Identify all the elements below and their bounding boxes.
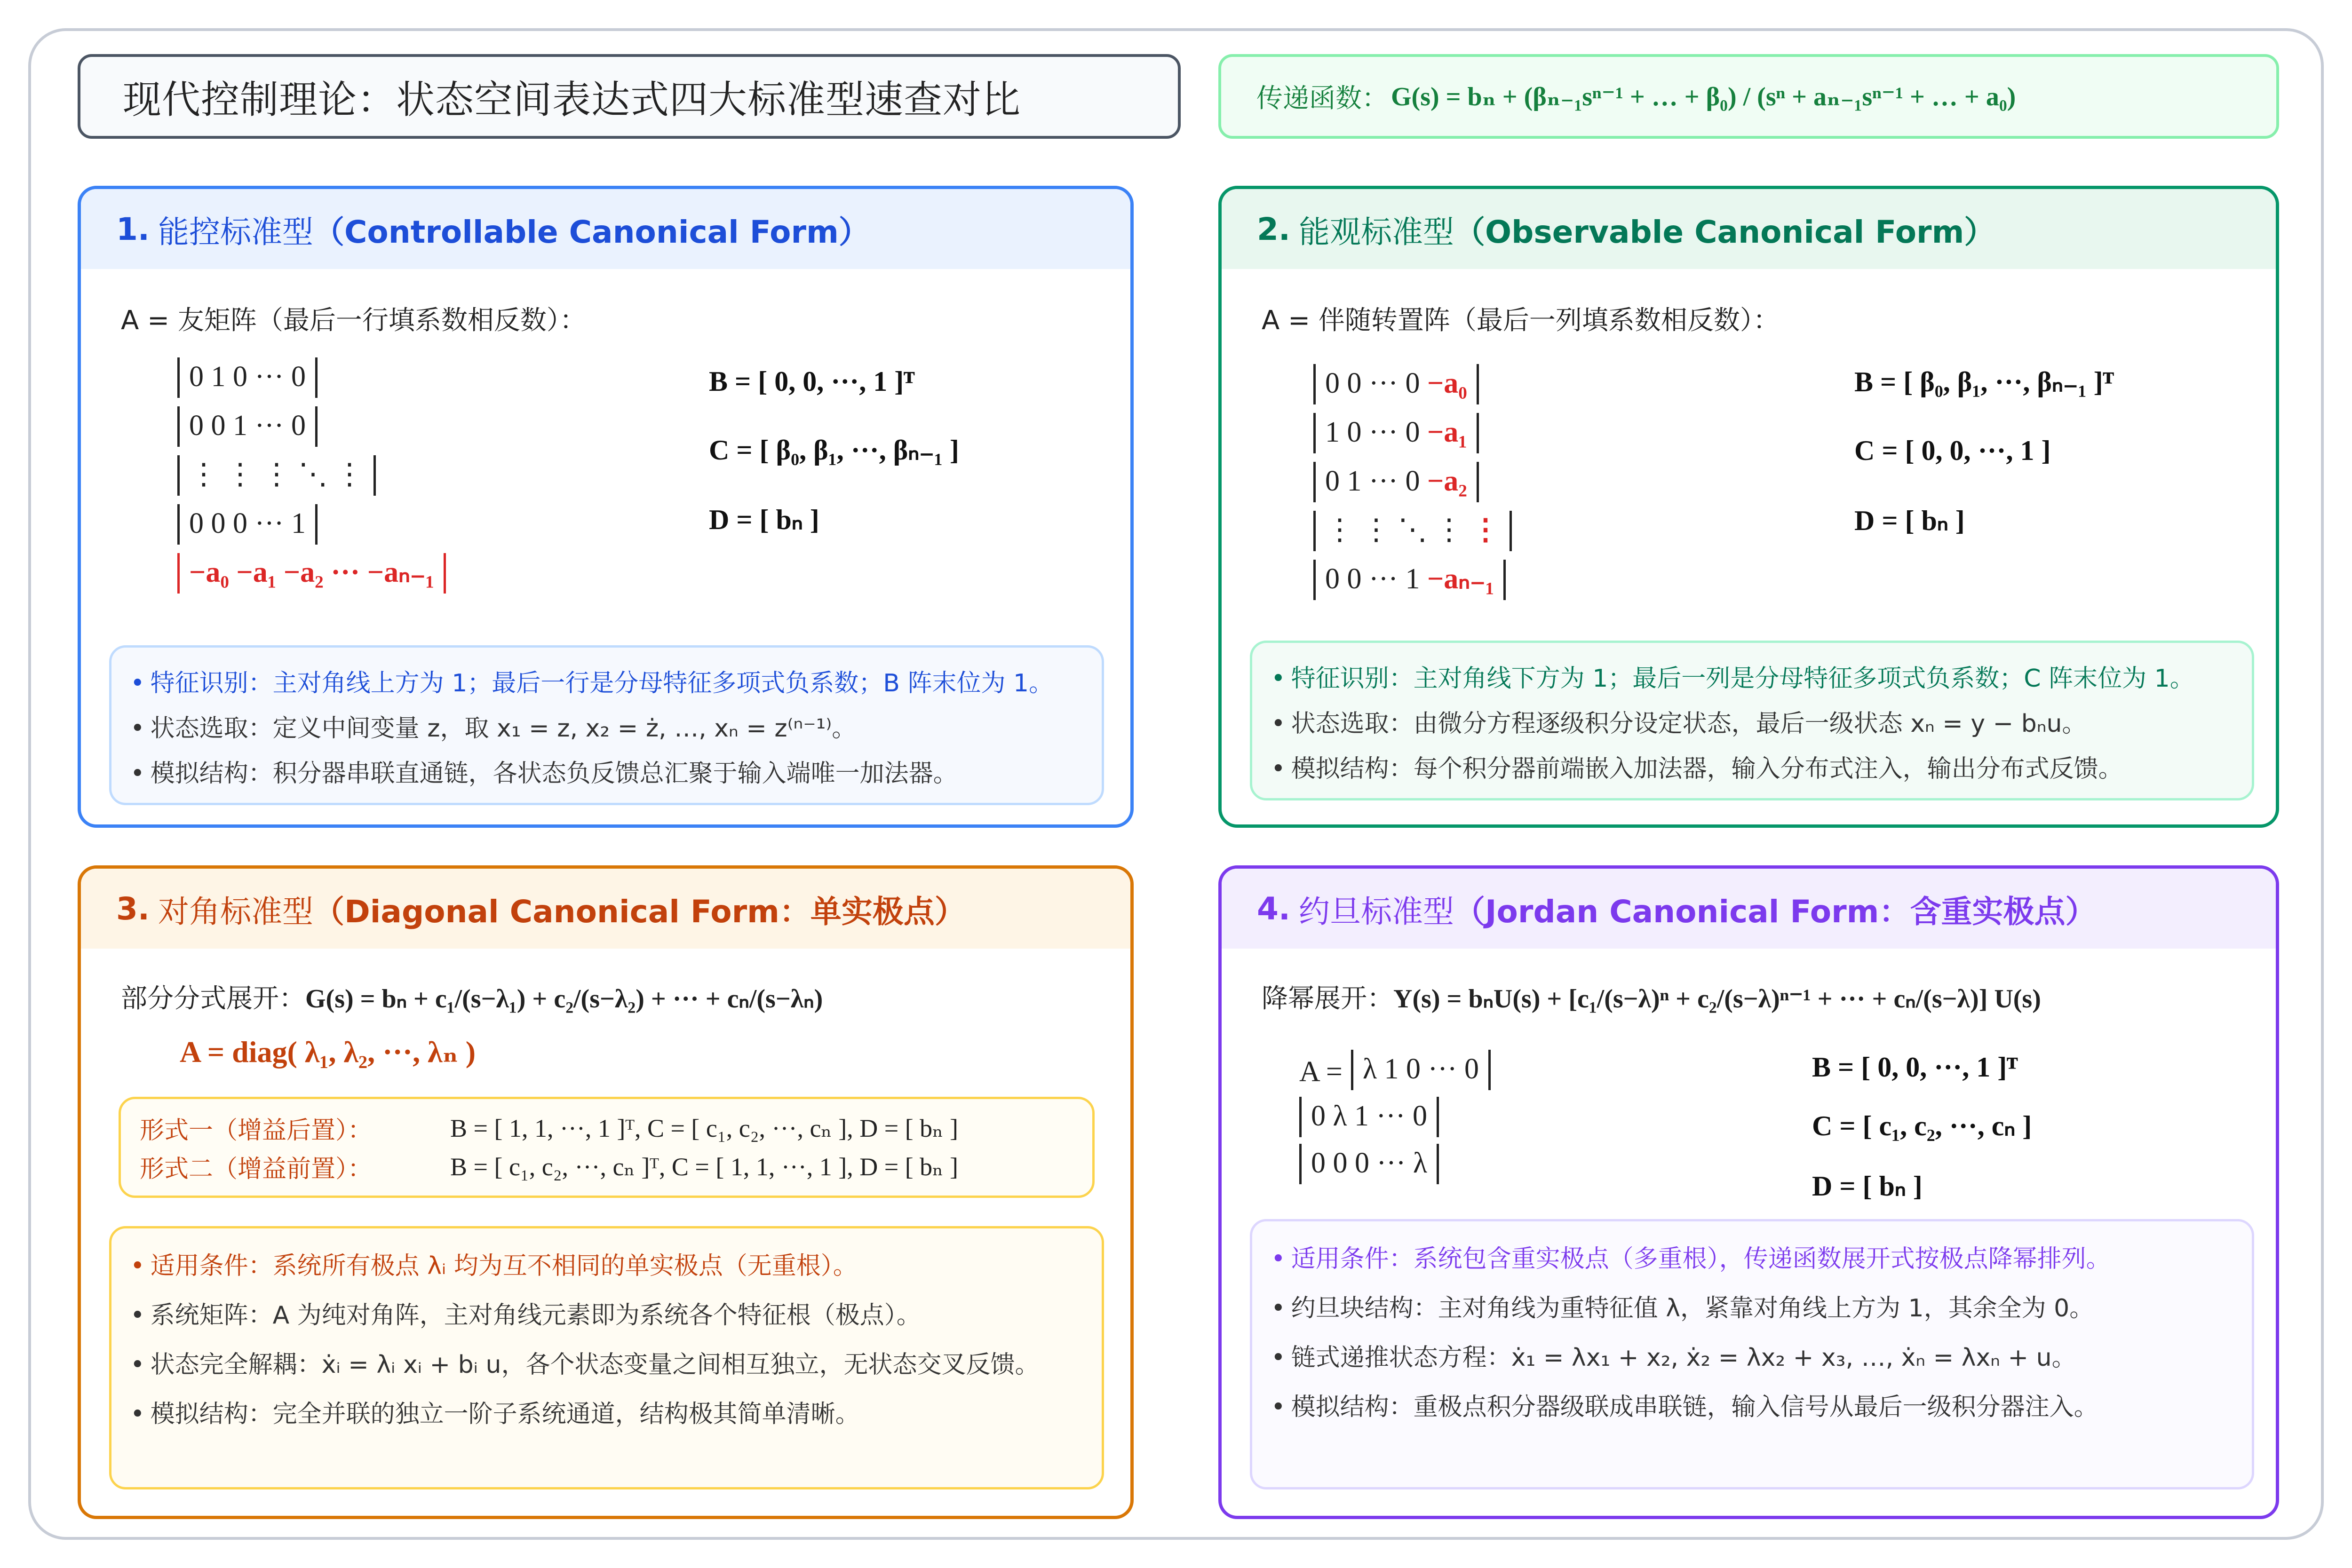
- matrix-row: 1 0 ··· 0 −a₁: [1313, 413, 1479, 453]
- note-item: • 状态选取：定义中间变量 z，取 x₁ = z, x₂ = ż, …, xₙ = z⁽ⁿ⁻¹⁾。: [130, 714, 857, 743]
- card-number: 4.: [1257, 890, 1290, 927]
- forms-box: [119, 1097, 1095, 1198]
- note-item: • 模拟结构：完全并联的独立一阶子系统通道，结构极其简单清晰。: [130, 1400, 860, 1428]
- a-matrix-label: A = 友矩阵（最后一行填系数相反数）：: [121, 305, 586, 336]
- card-title-en: （Diagonal Canonical Form：单实极点）: [313, 893, 966, 930]
- notes-box: [1250, 641, 2254, 800]
- matrix-row: 0 0 1 ··· 0: [177, 406, 318, 447]
- card-controllable: [78, 186, 1134, 828]
- b-matrix: B = [ β₀, β₁, ···, βₙ₋₁ ]ᵀ: [1854, 366, 2114, 397]
- c-matrix: C = [ β₀, β₁, ···, βₙ₋₁ ]: [709, 435, 959, 466]
- note-item: • 适用条件：系统包含重实极点（多重根），传递函数展开式按极点降幂排列。: [1271, 1245, 2111, 1273]
- b-matrix: B = [ 0, 0, ···, 1 ]ᵀ: [709, 366, 915, 397]
- note-item: • 约旦块结构：主对角线为重特征值 λ，紧靠对角线上方为 1，其余全为 0。: [1271, 1294, 2094, 1323]
- form-two-label: 形式二（增益前置）：: [140, 1155, 373, 1183]
- matrix-row: ⋮ ⋮ ⋱ ⋮ ⋮: [1313, 511, 1512, 551]
- note-item: • 模拟结构：重极点积分器级联成串联链，输入信号从最后一级积分器注入。: [1271, 1393, 2098, 1421]
- matrix-row: 0 1 ··· 0 −a₂: [1313, 462, 1479, 502]
- card-number: 1.: [116, 211, 150, 247]
- form-two-eq: B = [ c₁, c₂, ···, cₙ ]ᵀ, C = [ 1, 1, ···, 1 ], D = [ bₙ ]: [450, 1152, 959, 1181]
- transfer-function-label: 传递函数：: [1256, 83, 1388, 114]
- card-number: 3.: [116, 890, 150, 927]
- matrix-row: 0 0 0 ··· 1: [177, 504, 318, 545]
- card-header: [81, 189, 1130, 269]
- card-title: 能观标准型: [1299, 214, 1454, 250]
- a-matrix-label: A = 伴随转置阵（最后一列填系数相反数）：: [1262, 305, 1780, 336]
- card-jordan: [1218, 865, 2279, 1519]
- matrix-row: 0 0 ··· 0 −a₀: [1313, 364, 1479, 404]
- notes-box: [1250, 1219, 2254, 1489]
- card-header: [1222, 869, 2276, 949]
- matrix-row-coefficients: −a₀ −a₁ −a₂ ··· −aₙ₋₁: [177, 553, 446, 594]
- card-title-en: （Jordan Canonical Form：含重实极点）: [1454, 893, 2097, 930]
- a-diag-matrix: A = diag( λ₁, λ₂, ···, λₙ ): [180, 1035, 476, 1069]
- c-matrix: C = [ c₁, c₂, ···, cₙ ]: [1812, 1110, 2032, 1141]
- note-item: • 模拟结构：积分器串联直通链，各状态负反馈总汇聚于输入端唯一加法器。: [130, 760, 958, 788]
- notes-box: [109, 1226, 1104, 1489]
- c-matrix: C = [ 0, 0, ···, 1 ]: [1854, 435, 2051, 466]
- jordan-matrix-row: λ 1 0 ··· 0: [1351, 1050, 1491, 1090]
- page-title: [78, 54, 1181, 139]
- note-item: • 状态完全解耦：ẋᵢ = λᵢ xᵢ + bᵢ u，各个状态变量之间相互独立，无状态交叉反馈。: [130, 1351, 1040, 1379]
- card-header: [1222, 189, 2276, 269]
- notes-box: [109, 645, 1104, 805]
- a-matrix-prefix: A =: [1299, 1056, 1343, 1088]
- jordan-matrix-row: 0 λ 1 ··· 0: [1299, 1097, 1439, 1137]
- note-item: • 适用条件：系统所有极点 λᵢ 均为互不相同的单实极点（无重根）。: [130, 1252, 858, 1280]
- transfer-function-expr: G(s) = bₙ + (βₙ₋₁sⁿ⁻¹ + … + β₀) / (sⁿ + aₙ₋₁sⁿ⁻¹ + … + a₀): [1391, 82, 2016, 111]
- expansion-line: 部分分式展开：G(s) = bₙ + c₁/(s−λ₁) + c₂/(s−λ₂) + ··· + cₙ/(s−λₙ): [121, 983, 823, 1014]
- note-item: • 状态选取：由微分方程逐级积分设定状态，最后一级状态 xₙ = y − bₙu。: [1271, 710, 2087, 738]
- note-item: • 链式递推状态方程：ẋ₁ = λx₁ + x₂, ẋ₂ = λx₂ + x₃, …, ẋₙ = λxₙ + u。: [1271, 1344, 2076, 1372]
- expansion-line: 降幂展开：Y(s) = bₙU(s) + [c₁/(s−λ)ⁿ + c₂/(s−λ)ⁿ⁻¹ + ··· + cₙ/(s−λ)] U(s): [1262, 983, 2041, 1014]
- matrix-row: 0 1 0 ··· 0: [177, 357, 318, 398]
- card-number: 2.: [1257, 211, 1290, 247]
- card-diagonal: [78, 865, 1134, 1519]
- d-matrix: D = [ bₙ ]: [1812, 1171, 1923, 1202]
- page-title-text: 现代控制理论：状态空间表达式四大标准型速查对比: [123, 77, 1021, 122]
- d-matrix: D = [ bₙ ]: [1854, 505, 1965, 536]
- card-title: 约旦标准型: [1299, 893, 1454, 930]
- card-title: 对角标准型: [158, 893, 313, 930]
- d-matrix: D = [ bₙ ]: [709, 504, 819, 535]
- card-title: 能控标准型: [158, 214, 313, 250]
- matrix-row: ⋮ ⋮ ⋮ ⋱ ⋮: [177, 455, 376, 496]
- form-one-row: [140, 1109, 1073, 1147]
- note-item: • 特征识别：主对角线上方为 1；最后一行是分母特征多项式负系数；B 阵末位为 1。: [130, 669, 1054, 697]
- card-observable: [1218, 186, 2279, 828]
- note-item: • 模拟结构：每个积分器前端嵌入加法器，输入分布式注入，输出分布式反馈。: [1271, 755, 2123, 783]
- card-header: [81, 869, 1130, 949]
- matrix-row: 0 0 ··· 1 −aₙ₋₁: [1313, 560, 1506, 600]
- jordan-matrix-row: 0 0 0 ··· λ: [1299, 1144, 1439, 1184]
- transfer-function-box: [1218, 54, 2279, 139]
- card-title-en: （Observable Canonical Form）: [1454, 214, 1995, 250]
- note-item: • 系统矩阵：A 为纯对角阵，主对角线元素即为系统各个特征根（极点）。: [130, 1301, 921, 1330]
- b-matrix: B = [ 0, 0, ···, 1 ]ᵀ: [1812, 1052, 2018, 1083]
- form-one-eq: B = [ 1, 1, ···, 1 ]ᵀ, C = [ c₁, c₂, ···, cₙ ], D = [ bₙ ]: [450, 1114, 959, 1142]
- card-title-en: （Controllable Canonical Form）: [313, 214, 870, 250]
- note-item: • 特征识别：主对角线下方为 1；最后一列是分母特征多项式负系数；C 阵末位为 1。: [1271, 665, 2194, 693]
- form-two-row: [140, 1147, 1073, 1186]
- form-one-label: 形式一（增益后置）：: [140, 1116, 373, 1145]
